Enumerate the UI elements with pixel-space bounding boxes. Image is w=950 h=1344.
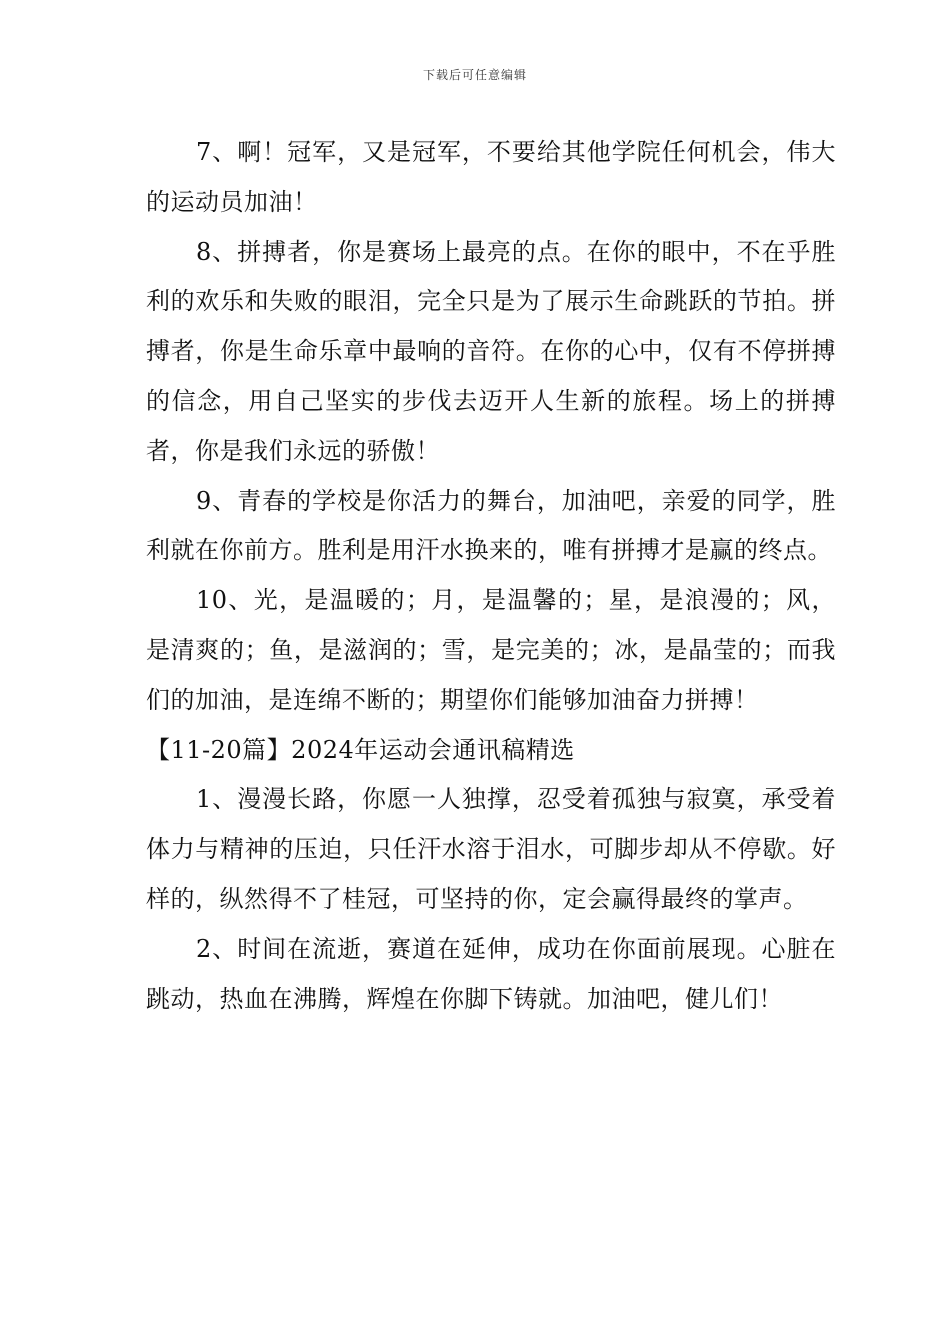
paragraph-7: 7、啊！冠军，又是冠军，不要给其他学院任何机会，伟大的运动员加油！	[146, 138, 836, 216]
section-paragraph-1: 1、漫漫长路，你愿一人独撑，忍受着孤独与寂寞，承受着体力与精神的压迫，只任汗水溶于泪水，可脚步却从不停歇。好样的，纵然得不了桂冠，可坚持的你，定会赢得最终的掌声。	[146, 785, 836, 913]
section-paragraph-2: 2、时间在流逝，赛道在延伸，成功在你面前展现。心脏在跳动，热血在沸腾，辉煌在你脚下铸就。加油吧，健儿们！	[146, 934, 836, 1013]
document-body	[146, 128, 836, 1024]
paragraph-9: 9、青春的学校是你活力的舞台，加油吧，亲爱的同学，胜利就在你前方。胜利是用汗水换来的，唯有拼搏才是赢的终点。	[146, 486, 836, 565]
paragraph-10: 10、光，是温暖的；月，是温馨的；星，是浪漫的；风，是清爽的；鱼，是滋润的；雪，是完美的；冰，是晶莹的；而我们的加油，是连绵不断的；期望你们能够加油奋力拼搏！	[146, 586, 836, 714]
header-note: 下载后可任意编辑	[422, 68, 527, 82]
section-title: 【11-20篇】2024年运动会通讯稿精选	[146, 735, 575, 764]
paragraph-8: 8、拼搏者，你是赛场上最亮的点。在你的眼中，不在乎胜利的欢乐和失败的眼泪，完全只是为了展示生命跳跃的节拍。拼搏者，你是生命乐章中最响的音符。在你的心中，仅有不停拼搏的信念，用自己坚实的步伐去迈开人生新的旅程。场上的拼搏者，你是我们永远的骄傲！	[146, 237, 836, 465]
